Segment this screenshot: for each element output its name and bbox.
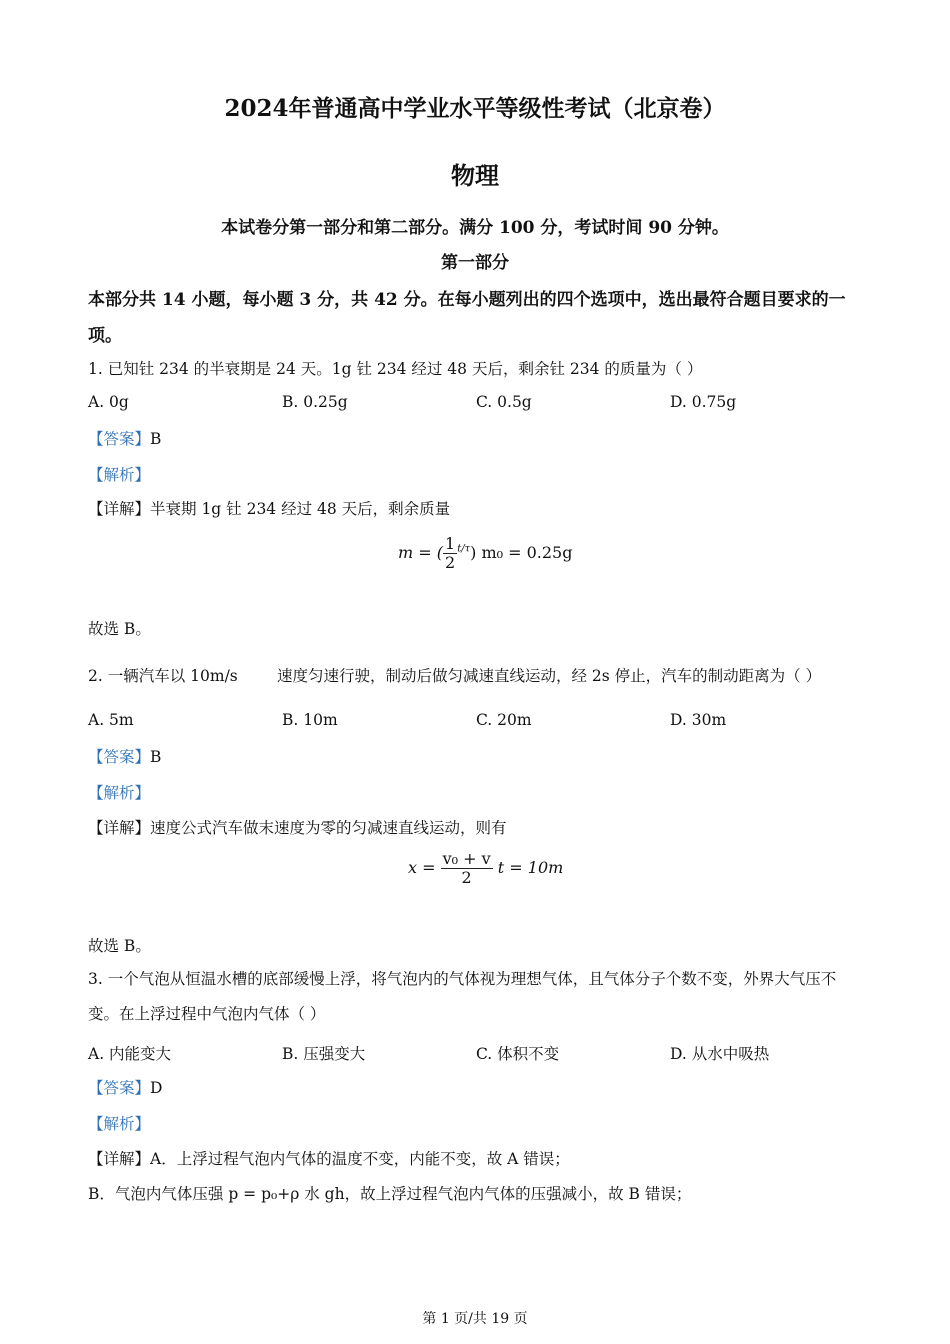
q1-formula	[398, 535, 572, 572]
q3-detail-b: B．气泡内气体压强 p = p₀+ρ 水 gh，故上浮过程气泡内气体的压强减小，故 B 错误；	[88, 1185, 692, 1203]
q1-detail: 半衰期 1g 钍 234 经过 48 天后，剩余质量	[150, 500, 451, 518]
question-1-stem: 1. 已知钍 234 的半衰期是 24 天。1g 钍 234 经过 48 天后，剩余钍 234 的质量为（ ）	[88, 360, 703, 378]
q1-detail-line	[88, 497, 450, 519]
q1-analysis-line	[88, 463, 150, 485]
q1-answer: B	[150, 430, 162, 448]
q1-option-a: A. 0g	[88, 393, 129, 411]
q3-option-c: C. 体积不变	[476, 1045, 560, 1063]
answer-tag: 【答案】	[88, 1079, 151, 1097]
detail-tag: 【详解】	[88, 500, 151, 518]
question-2-stem-b: 速度匀速行驶，制动后做匀减速直线运动，经 2s 停止，汽车的制动距离为（ ）	[277, 667, 822, 685]
question-2-stem-a: 2. 一辆汽车以 10m/s	[88, 667, 238, 685]
exam-intro: 本试卷分第一部分和第二部分。满分 100 分，考试时间 90 分钟。	[221, 218, 729, 238]
q2-formula	[408, 850, 563, 887]
q1-answer-line	[88, 427, 161, 449]
q1-option-d: D. 0.75g	[670, 393, 737, 411]
q1-formula-rhs: ) m₀ = 0.25g	[470, 543, 573, 562]
exam-title: 2024年普通高中学业水平等级性考试（北京卷）	[224, 95, 726, 122]
part-heading: 第一部分	[441, 253, 509, 273]
q3-option-a: A. 内能变大	[88, 1045, 172, 1063]
q2-option-a: A. 5m	[88, 711, 134, 729]
q1-option-c: C. 0.5g	[476, 393, 532, 411]
q2-detail-line	[88, 816, 507, 838]
detail-tag: 【详解】	[88, 1150, 151, 1168]
question-3-stem: 3. 一个气泡从恒温水槽的底部缓慢上浮，将气泡内的气体视为理想气体，且气体分子个数不变，外界大气压不变。在上浮过程中气泡内气体（ ）	[88, 970, 837, 1023]
q1-conclusion: 故选 B。	[88, 620, 151, 638]
q1-option-b: B. 0.25g	[282, 393, 348, 411]
q3-detail: A．上浮过程气泡内气体的温度不变，内能不变，故 A 错误；	[150, 1150, 570, 1168]
q2-formula-num: v₀ + v	[442, 849, 491, 868]
analysis-tag: 【解析】	[88, 1115, 151, 1133]
q2-option-b: B. 10m	[282, 711, 338, 729]
q2-formula-den: 2	[461, 868, 472, 887]
q2-detail: 速度公式汽车做末速度为零的匀减速直线运动，则有	[150, 819, 507, 837]
q1-formula-den: 2	[445, 553, 456, 572]
q2-option-c: C. 20m	[476, 711, 532, 729]
detail-tag: 【详解】	[88, 819, 151, 837]
q1-formula-lhs: m = (	[398, 543, 443, 562]
q3-analysis-line	[88, 1112, 150, 1134]
q2-formula-fraction	[441, 850, 493, 887]
q1-formula-fraction	[443, 535, 457, 572]
q2-answer: B	[150, 748, 162, 766]
q2-conclusion: 故选 B。	[88, 937, 151, 955]
q2-analysis-line	[88, 781, 150, 803]
analysis-tag: 【解析】	[88, 466, 151, 484]
q3-answer: D	[150, 1079, 163, 1097]
subject-title: 物理	[451, 161, 499, 190]
q3-option-b: B. 压强变大	[282, 1045, 366, 1063]
q2-option-d: D. 30m	[670, 711, 727, 729]
q3-answer-line	[88, 1076, 162, 1098]
q3-option-d: D. 从水中吸热	[670, 1045, 770, 1063]
q2-answer-line	[88, 745, 161, 767]
answer-tag: 【答案】	[88, 430, 151, 448]
analysis-tag: 【解析】	[88, 784, 151, 802]
page-footer: 第 1 页/共 19 页	[422, 1311, 528, 1327]
answer-tag: 【答案】	[88, 748, 151, 766]
q1-formula-exponent: t/τ	[457, 543, 471, 555]
q3-detail-line	[88, 1147, 570, 1169]
q2-formula-rhs: t = 10m	[497, 858, 564, 877]
q1-formula-num: 1	[445, 534, 456, 553]
q2-formula-lhs: x =	[408, 858, 436, 877]
part-instructions: 本部分共 14 小题，每小题 3 分，共 42 分。在每小题列出的四个选项中，选出最符合题目要求的一项。	[88, 290, 846, 346]
